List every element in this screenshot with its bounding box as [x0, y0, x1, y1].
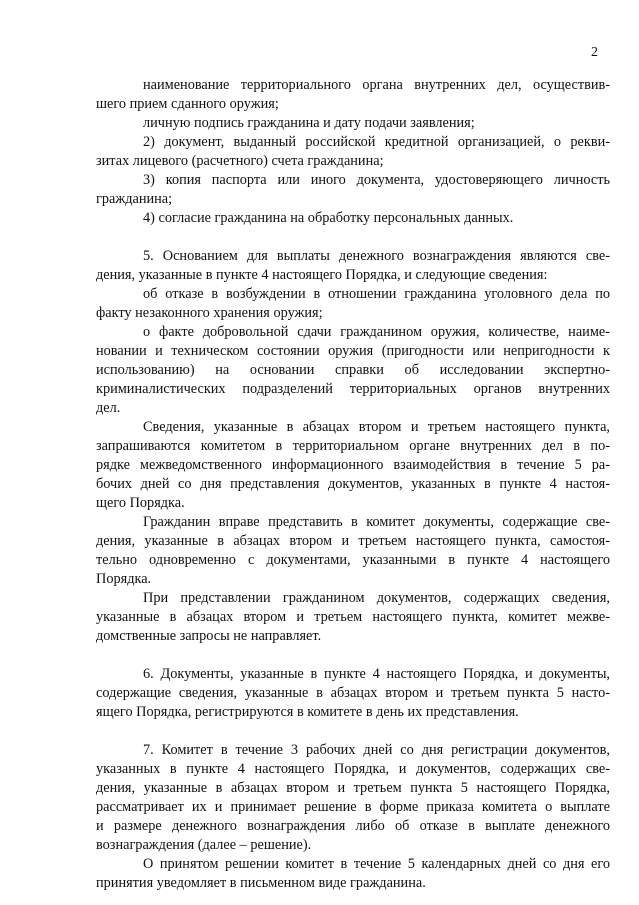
text-line: тельно одновременно с документами, указанными в пункте 4 настоящего — [96, 552, 610, 568]
text-line: 3) копия паспорта или иного документа, удостоверяющего личность — [143, 172, 610, 188]
text-line: использованию) на основании справки об исследовании экспертно- — [96, 362, 610, 378]
text-line: криминалистических подразделений территориальных органов внутренних — [96, 381, 610, 397]
text-line: рассматривает их и принимает решение в форме приказа комитета о выплате — [96, 799, 610, 815]
text-line: рядке межведомственного информационного взаимодействия в течение 5 ра- — [96, 457, 610, 473]
text-line: 2) документ, выданный российской кредитной организацией, о рекви- — [143, 134, 610, 150]
text-line: о факте добровольной сдачи гражданином оружия, количестве, наиме- — [143, 324, 610, 340]
text-line: бочих дней со дня представления документов, указанных в пункте 4 настоя- — [96, 476, 610, 492]
text-line: гражданина; — [96, 191, 173, 207]
text-line: При представлении гражданином документов, содержащих сведения, — [143, 590, 610, 606]
text-line: и размере денежного вознаграждения либо об отказе в выплате денежного — [96, 818, 610, 834]
paragraph-gap — [96, 646, 610, 665]
text-line: принятия уведомляет в письменном виде гражданина. — [96, 875, 426, 891]
text-line: указанные в абзацах втором и третьем настоящего пункта, комитет межве- — [96, 609, 610, 625]
text-line: об отказе в возбуждении в отношении гражданина уголовного дела по — [143, 286, 610, 302]
page-number: 2 — [591, 45, 598, 60]
text-line: щего Порядка. — [96, 495, 185, 511]
text-line: указанных в пункте 4 настоящего Порядка, и документов, содержащих све- — [96, 761, 610, 777]
text-line: дения, указанные в абзацах втором и третьем настоящего пункта, самостоя- — [96, 533, 610, 549]
text-line: дения, указанные в абзацах втором и третьем пункта 5 настоящего Порядка, — [96, 780, 610, 796]
text-line: 5. Основанием для выплаты денежного вознаграждения являются све- — [143, 248, 610, 264]
text-line: вознаграждения (далее – решение). — [96, 837, 312, 853]
text-line: дения, указанные в пункте 4 настоящего Порядка, и следующие сведения: — [96, 267, 548, 283]
text-line: новании и техническом состоянии оружия (пригодности или непригодности к — [96, 343, 610, 359]
text-line: факту незаконного хранения оружия; — [96, 305, 323, 321]
text-line: дел. — [96, 400, 121, 416]
text-line: запрашиваются комитетом в территориальном органе внутренних дел в по- — [96, 438, 610, 454]
text-line: 7. Комитет в течение 3 рабочих дней со дня регистрации документов, — [143, 742, 610, 758]
text-line: ящего Порядка, регистрируются в комитете в день их представления. — [96, 704, 519, 720]
text-line: наименование территориального органа внутренних дел, осуществив- — [143, 77, 610, 93]
text-line: личную подпись гражданина и дату подачи заявления; — [143, 115, 475, 131]
text-line: шего прием сданного оружия; — [96, 96, 279, 112]
paragraph-gap — [96, 228, 610, 247]
text-line: домственные запросы не направляет. — [96, 628, 322, 644]
text-line: Сведения, указанные в абзацах втором и третьем настоящего пункта, — [143, 419, 610, 435]
text-line: 4) согласие гражданина на обработку персональных данных. — [143, 210, 514, 226]
text-line: О принятом решении комитет в течение 5 календарных дней со дня его — [143, 856, 610, 872]
paragraph-gap — [96, 722, 610, 741]
document-body — [96, 76, 610, 893]
text-line: Гражданин вправе представить в комитет документы, содержащие све- — [143, 514, 610, 530]
text-line: зитах лицевого (расчетного) счета гражданина; — [96, 153, 384, 169]
text-line: 6. Документы, указанные в пункте 4 настоящего Порядка, и документы, — [143, 666, 610, 682]
text-line: содержащие сведения, указанные в абзацах втором и третьем пункта 5 насто- — [96, 685, 610, 701]
text-line: Порядка. — [96, 571, 152, 587]
